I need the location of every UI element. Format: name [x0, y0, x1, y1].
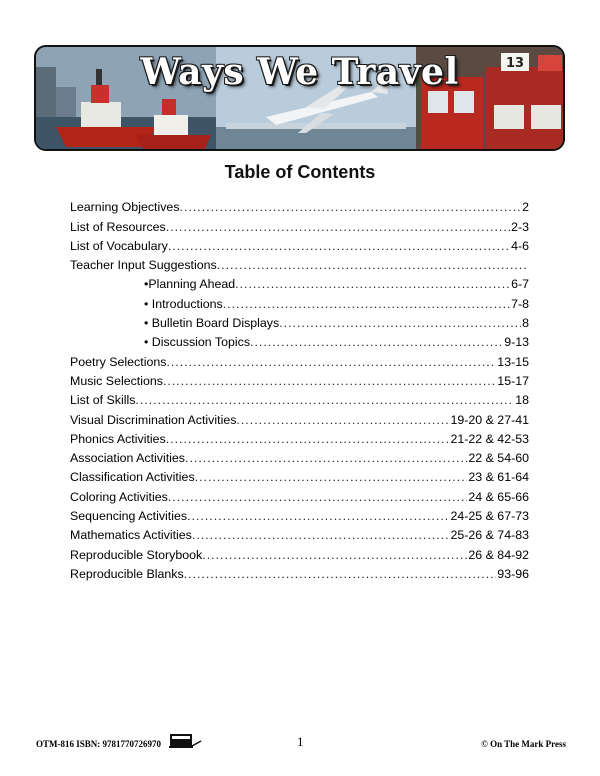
toc-entry-page: 23 & 61-64: [468, 470, 529, 485]
toc-entry-page: 6-7: [511, 277, 529, 292]
toc-entry: [70, 312, 529, 331]
publisher-credit: © On The Mark Press: [481, 739, 566, 749]
toc-entry-page: 18: [515, 393, 529, 408]
toc-entry-page: 19-20 & 27-41: [450, 412, 529, 427]
toc-entry-title: Reproducible Blanks: [70, 566, 184, 581]
toc-entry: [70, 485, 529, 504]
toc-entry-page: 7-8: [511, 296, 529, 311]
title-banner: [34, 45, 565, 151]
toc-entry: [70, 215, 529, 234]
toc-entry: [70, 543, 529, 562]
toc-leader-dots: [236, 413, 449, 428]
toc-entry-page: 8: [522, 316, 529, 331]
page-title: Table of Contents: [224, 162, 376, 182]
toc-entry: [70, 428, 529, 447]
toc-entry-title: Visual Discrimination Activities: [70, 412, 237, 427]
toc-leader-dots: [180, 200, 522, 215]
toc-entry: [70, 350, 529, 369]
toc-leader-dots: [217, 258, 528, 273]
toc-leader-dots: [187, 509, 449, 524]
toc-entry-title: List of Resources: [70, 219, 166, 234]
toc-entry-page: 22 & 54-60: [468, 451, 529, 466]
toc-entry-title: • Introductions: [144, 296, 223, 311]
toc-entry-title: Coloring Activities: [70, 489, 168, 504]
page-number: 1: [297, 734, 304, 749]
toc-entry-title: List of Skills: [70, 393, 136, 408]
toc-leader-dots: [163, 374, 496, 389]
toc-entry-title: Classification Activities: [70, 470, 195, 485]
toc-leader-dots: [192, 528, 450, 543]
banner-title: Ways We Travel: [140, 51, 459, 93]
toc-entry-page: 93-96: [497, 566, 529, 581]
toc-entry-title: Phonics Activities: [70, 431, 166, 446]
toc-leader-dots: [279, 316, 521, 331]
toc-leader-dots: [223, 297, 510, 312]
toc-entry-title: Reproducible Storybook: [70, 547, 203, 562]
toc-entry-title: Sequencing Activities: [70, 509, 188, 524]
toc-entry-page: 21-22 & 42-53: [450, 431, 529, 446]
toc-leader-dots: [235, 277, 510, 292]
toc-entry: [70, 370, 529, 389]
toc-leader-dots: [184, 567, 497, 582]
toc-leader-dots: [166, 355, 496, 370]
toc-entry: [70, 447, 529, 466]
toc-entry: [70, 466, 529, 485]
toc-entry: [70, 196, 529, 215]
toc-entry-page: 24 & 65-66: [468, 489, 529, 504]
toc-entry-title: Association Activities: [70, 451, 186, 466]
toc-leader-dots: [135, 393, 514, 408]
toc-leader-dots: [195, 470, 468, 485]
toc-entry: [70, 254, 529, 273]
toc-entry-page: 25-26 & 74-83: [450, 528, 529, 543]
toc-entry-title: Music Selections: [70, 373, 163, 388]
toc-leader-dots: [185, 451, 467, 466]
toc-entry-title: Teacher Input Suggestions: [70, 258, 217, 273]
toc-entry-title: • Discussion Topics: [144, 335, 251, 350]
toc-entry-title: Learning Objectives: [70, 200, 180, 215]
toc-leader-dots: [166, 432, 450, 447]
toc-entry-page: 24-25 & 67-73: [450, 509, 529, 524]
toc-entry: [70, 292, 529, 311]
toc-entry: [70, 408, 529, 427]
toc-entry-title: List of Vocabulary: [70, 238, 168, 253]
toc-entry-page: 13-15: [497, 354, 529, 369]
toc-entry-page: 15-17: [497, 373, 529, 388]
toc-entry-title: •Planning Ahead: [144, 277, 236, 292]
toc-entry-title: • Bulletin Board Displays: [144, 316, 280, 331]
toc-entry: [70, 524, 529, 543]
table-of-contents: [70, 196, 529, 582]
toc-entry-page: 2-3: [511, 219, 529, 234]
toc-entry-page: 26 & 84-92: [468, 547, 529, 562]
toc-entry: [70, 505, 529, 524]
toc-entry-page: 9-13: [504, 335, 529, 350]
toc-entry: [70, 273, 529, 292]
toc-entry-title: Mathematics Activities: [70, 528, 192, 543]
toc-leader-dots: [168, 239, 510, 254]
page-footer: [0, 732, 600, 752]
toc-entry: [70, 389, 529, 408]
toc-entry-page: 4-6: [511, 238, 529, 253]
toc-entry: [70, 235, 529, 254]
book-icon: [168, 732, 204, 750]
toc-entry-title: Poetry Selections: [70, 354, 167, 369]
train-number-sign: 13: [506, 56, 525, 71]
toc-entry: [70, 563, 529, 582]
toc-entry: [70, 331, 529, 350]
toc-entry-page: 2: [522, 200, 529, 215]
toc-leader-dots: [250, 335, 503, 350]
toc-leader-dots: [202, 548, 467, 563]
product-code: OTM-816 ISBN: 9781770726970: [36, 739, 162, 749]
toc-leader-dots: [168, 490, 468, 505]
toc-leader-dots: [166, 220, 510, 235]
